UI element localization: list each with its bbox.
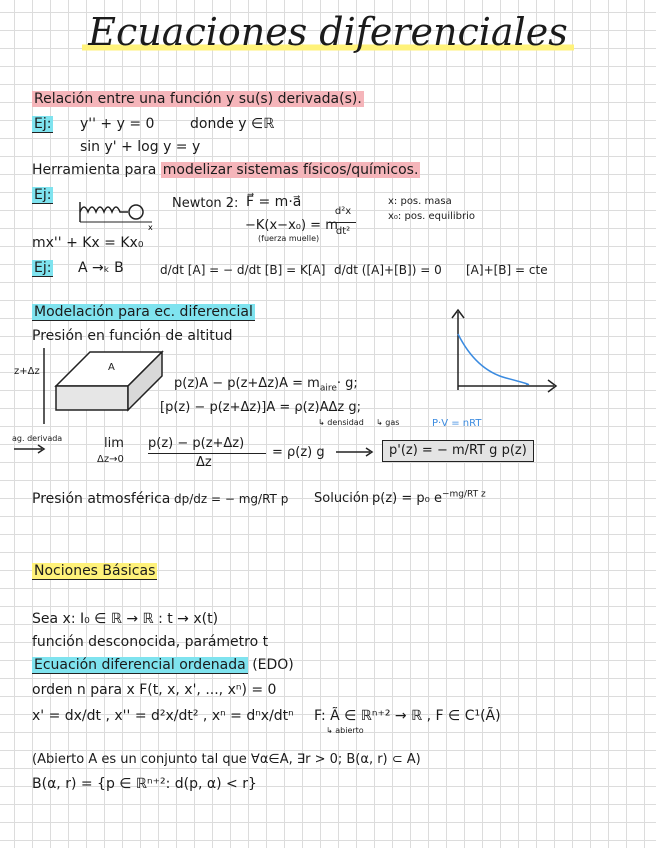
ej1-eq: y'' + y = 0 [80, 116, 155, 132]
gas-note: ↳ gas [376, 418, 400, 427]
reaction-eq3: [A]+[B] = cte [466, 263, 548, 277]
implies-arrow [336, 446, 376, 458]
decay-curve [458, 334, 529, 384]
solucion-eq [372, 491, 486, 507]
newton-eq: F⃗ = m·a⃗ [246, 194, 302, 210]
nociones-line5-right: F: Ã ∈ ℝⁿ⁺² → ℝ , F ∈ C¹(Ã) [314, 708, 501, 724]
frac-bar [328, 222, 356, 223]
mx-eq: mx'' + Kx = Kx₀ [32, 235, 144, 251]
decay-graph [446, 306, 562, 398]
ag-derivada: ag. derivada [12, 434, 63, 443]
ej1-label-text: Ej: [34, 116, 52, 132]
nociones-line5: x' = dx/dt , x'' = d²x/dt² , xⁿ = dⁿx/dtⁿ [32, 708, 294, 724]
modelacion-heading [32, 304, 255, 320]
abierto-note: ↳ abierto [326, 726, 364, 735]
lim-sub: Δz→0 [97, 454, 124, 465]
page-title [0, 8, 656, 56]
nociones-line6: (Abierto A es un conjunto tal que ∀α∈A, ∃r > 0; B(α, r) ⊂ A) [32, 752, 421, 767]
reaction-eq2: d/dt ([A]+[B]) = 0 [334, 263, 442, 277]
ag-arrow [14, 444, 48, 454]
pres-atm-label: Presión atmosférica [32, 491, 171, 507]
ej3-label [32, 260, 53, 276]
z-label: z+Δz [14, 366, 40, 377]
spring-mass [129, 205, 143, 219]
xpos-note: x: pos. masa [388, 196, 452, 207]
herramienta-hl: modelizar sistemas físicos/químicos. [162, 162, 419, 178]
herramienta-pre: Herramienta para [32, 162, 157, 178]
edo-abbr: (EDO) [252, 657, 294, 673]
frac-num: d²x [334, 206, 352, 217]
solucion-eq-base: p(z) = p₀ e [372, 491, 442, 506]
x0pos-note: x₀: pos. equilibrio [388, 211, 476, 222]
lim-den: Δz [196, 455, 212, 470]
box-front [56, 386, 128, 410]
page-title-text: Ecuaciones diferenciales [82, 10, 573, 54]
ideal-gas: P·V = nRT [432, 418, 482, 429]
densidad-note: ↳ densidad [318, 418, 364, 427]
nociones-heading [32, 563, 157, 579]
lim-word: lim [104, 436, 124, 451]
edo-hl: Ecuación diferencial ordenada [34, 657, 246, 673]
fuerza-muelle: (fuerza muelle) [258, 234, 320, 243]
box-label: A [108, 362, 115, 373]
nociones-line1: Sea x: I₀ ∈ ℝ → ℝ : t → x(t) [32, 611, 219, 627]
eq1-text: p(z)A − p(z+Δz)A = m [174, 376, 320, 391]
nociones-line7: B(α, r) = {p ∈ ℝⁿ⁺²: d(p, α) < r} [32, 776, 257, 792]
ej1-eq2: sin y' + log y = y [80, 139, 201, 155]
reaction: A →ₖ B [78, 260, 124, 276]
solucion-label: Solución [314, 491, 370, 506]
ej3-label-text: Ej: [34, 260, 52, 276]
ej1-donde: donde y ∈ℝ [190, 116, 275, 132]
pres-atm-eq: dp/dz = − mg/RT p [174, 492, 289, 506]
reaction-eq1: d/dt [A] = − d/dt [B] = K[A] [160, 263, 326, 277]
solucion-eq-exp: −mg/RT z [441, 489, 486, 500]
modelacion-heading-text: Modelación para ec. diferencial [34, 304, 253, 320]
lim-bar [148, 453, 266, 454]
spring-drawing [72, 196, 162, 232]
lim-rhs: = ρ(z) g [272, 445, 325, 460]
edo-line [32, 657, 294, 673]
relacion-line [32, 91, 364, 107]
relacion-text: Relación entre una función y su(s) derivada(s). [34, 91, 362, 107]
spring-coil [80, 207, 128, 212]
newton-label: Newton 2: [172, 196, 239, 211]
boxed-equation: p'(z) = − m/RT g p(z) [382, 440, 534, 462]
lim-num: p(z) − p(z+Δz) [148, 436, 245, 451]
ej1-label [32, 116, 53, 132]
nociones-line4: orden n para x F(t, x, x', ..., xⁿ) = 0 [32, 682, 277, 698]
nociones-heading-text: Nociones Básicas [34, 563, 156, 579]
frac-den: dt² [335, 226, 351, 237]
presion-line: Presión en función de altitud [32, 328, 233, 344]
eq1-end: · g; [336, 376, 358, 391]
ej2-label [32, 187, 53, 203]
herramienta-line [32, 162, 420, 178]
eq2-line: [p(z) − p(z+Δz)]A = ρ(z)AΔz g; [160, 400, 361, 415]
box-drawing [36, 346, 171, 431]
newton-eq2: −K(x−x₀) = m [245, 218, 338, 233]
spring-x-label: x [148, 223, 153, 232]
nociones-line2: función desconocida, parámetro t [32, 634, 269, 650]
ej2-label-text: Ej: [34, 187, 52, 203]
eq1-line [174, 376, 358, 392]
eq1-sub: aire [319, 383, 337, 394]
